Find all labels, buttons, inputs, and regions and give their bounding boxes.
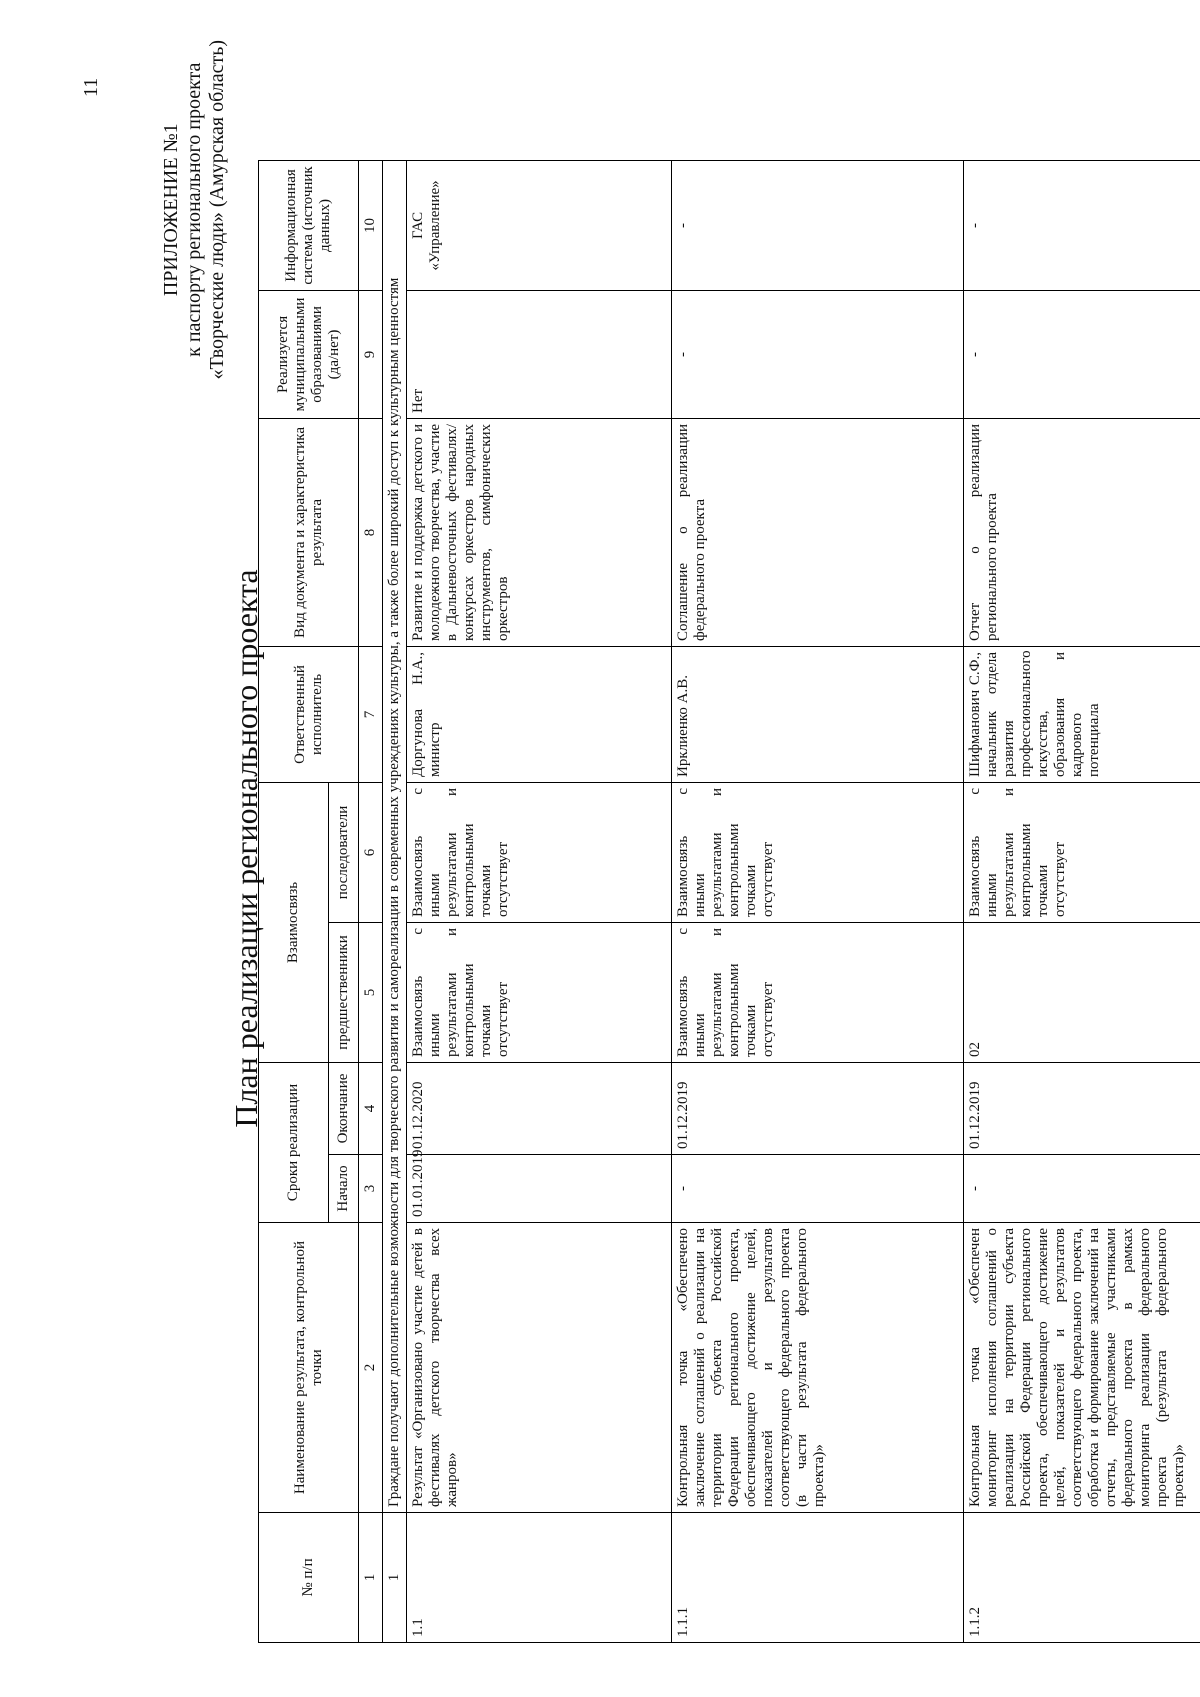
row-responsible: Доргунова Н.А., министр bbox=[407, 646, 672, 782]
appendix-line-2: к паспорту регионального проекта bbox=[183, 62, 205, 357]
row-start: - bbox=[964, 1155, 1200, 1223]
header-predecessors: предшественники bbox=[329, 922, 359, 1062]
goal-row bbox=[383, 160, 407, 1642]
col-number: 3 bbox=[359, 1155, 383, 1223]
appendix-line-1: ПРИЛОЖЕНИЕ №1 bbox=[160, 123, 182, 297]
plan-table-wrapper bbox=[258, 161, 1200, 1643]
row-start: - bbox=[672, 1155, 964, 1223]
row-document: Отчет о реализации регионального проекта bbox=[964, 418, 1200, 646]
header-document: Вид документа и характеристика результата bbox=[259, 418, 359, 646]
col-number: 2 bbox=[359, 1223, 383, 1513]
row-infosystem: - bbox=[672, 160, 964, 290]
page-number: 11 bbox=[80, 77, 102, 97]
col-number: 6 bbox=[359, 782, 383, 922]
row-num: 1.1.2 bbox=[964, 1513, 1200, 1643]
header-num: № п/п bbox=[259, 1513, 359, 1643]
row-name: Контрольная точка «Обеспечен мониторинг исполнения соглашений о реализации на территории субъекта Российской Федерации регионального проекта, обеспечивающего достижение целей, показателей и результатов соответствующего федерального проекта, обработка и формирование заключений на отчеты, представляемые участниками федерального проекта в рамках мониторинга реализации федерального проекта (результата федерального проекта)» bbox=[964, 1223, 1200, 1513]
row-municipal: - bbox=[964, 290, 1200, 418]
table-row bbox=[964, 160, 1200, 1642]
row-responsible: Ирклиенко А.В. bbox=[672, 646, 964, 782]
row-name: Контрольная точка «Обеспечено заключение соглашений о реализации на территории субъекта Российской Федерации регионального проекта, обеспечивающего достижение целей, показателей и результатов соответствующего федерального проекта (в части результата федерального проекта)» bbox=[672, 1223, 964, 1513]
header-name: Наименование результата, контрольной точки bbox=[259, 1223, 359, 1513]
row-municipal: Нет bbox=[407, 290, 672, 418]
row-end: 01.12.2019 bbox=[672, 1062, 964, 1154]
table-row bbox=[672, 160, 964, 1642]
header-responsible: Ответственный исполнитель bbox=[259, 646, 359, 782]
header-links: Взаимосвязь bbox=[259, 782, 329, 1062]
row-end: 01.12.2020 bbox=[407, 1062, 672, 1154]
col-number: 1 bbox=[359, 1513, 383, 1643]
row-document: Развитие и поддержка детского и молодежного творчества, участие в Дальневосточных фестивалях/ конкурсах оркестров народных инструментов, симфонических оркестров bbox=[407, 418, 672, 646]
row-infosystem: - bbox=[964, 160, 1200, 290]
row-start: 01.01.2019 bbox=[407, 1155, 672, 1223]
row-end: 01.12.2019 bbox=[964, 1062, 1200, 1154]
header-municipal: Реализуется муниципальными образованиями (да/нет) bbox=[259, 290, 359, 418]
column-numbers-row bbox=[359, 160, 383, 1642]
appendix-line-3: «Творческие люди» (Амурская область) bbox=[206, 40, 228, 380]
header-infosystem: Информационная система (источник данных) bbox=[259, 160, 359, 290]
col-number: 9 bbox=[359, 290, 383, 418]
row-successors: Взаимосвязь с иными результатами и контрольными точками отсутствует bbox=[672, 782, 964, 922]
page-title: План реализации регионального проекта bbox=[228, 569, 264, 1128]
header-end: Окончание bbox=[329, 1062, 359, 1154]
row-infosystem: ГАС «Управление» bbox=[407, 160, 672, 290]
plan-table bbox=[258, 160, 1200, 1643]
col-number: 7 bbox=[359, 646, 383, 782]
appendix-block bbox=[160, 40, 229, 379]
goal-num: 1 bbox=[383, 1513, 407, 1643]
row-document: Соглашение о реализации федерального проекта bbox=[672, 418, 964, 646]
col-number: 5 bbox=[359, 922, 383, 1062]
col-number: 4 bbox=[359, 1062, 383, 1154]
goal-text: Граждане получают дополнительные возможности для творческого развития и самореализации в современных учреждениях культуры, а также более широкий доступ к культурным ценностям bbox=[383, 160, 407, 1512]
row-responsible: Шифманович С.Ф., начальник отдела развития профессионального искусства, образования и кадрового потенциала bbox=[964, 646, 1200, 782]
header-row-1 bbox=[259, 160, 329, 1642]
col-number: 8 bbox=[359, 418, 383, 646]
table-row bbox=[407, 160, 672, 1642]
row-successors: Взаимосвязь с иными результатами и контрольными точками отсутствует bbox=[407, 782, 672, 922]
header-start: Начало bbox=[329, 1155, 359, 1223]
row-predecessors: 02 bbox=[964, 922, 1200, 1062]
col-number: 10 bbox=[359, 160, 383, 290]
row-predecessors: Взаимосвязь с иными результатами и контрольными точками отсутствует bbox=[672, 922, 964, 1062]
row-num: 1.1.1 bbox=[672, 1513, 964, 1643]
row-predecessors: Взаимосвязь с иными результатами и контрольными точками отсутствует bbox=[407, 922, 672, 1062]
row-name: Результат «Организовано участие детей в фестивалях детского творчества всех жанров» bbox=[407, 1223, 672, 1513]
row-municipal: - bbox=[672, 290, 964, 418]
header-successors: последователи bbox=[329, 782, 359, 922]
row-num: 1.1 bbox=[407, 1513, 672, 1643]
row-successors: Взаимосвязь с иными результатами и контрольными точками отсутствует bbox=[964, 782, 1200, 922]
header-terms: Сроки реализации bbox=[259, 1062, 329, 1222]
